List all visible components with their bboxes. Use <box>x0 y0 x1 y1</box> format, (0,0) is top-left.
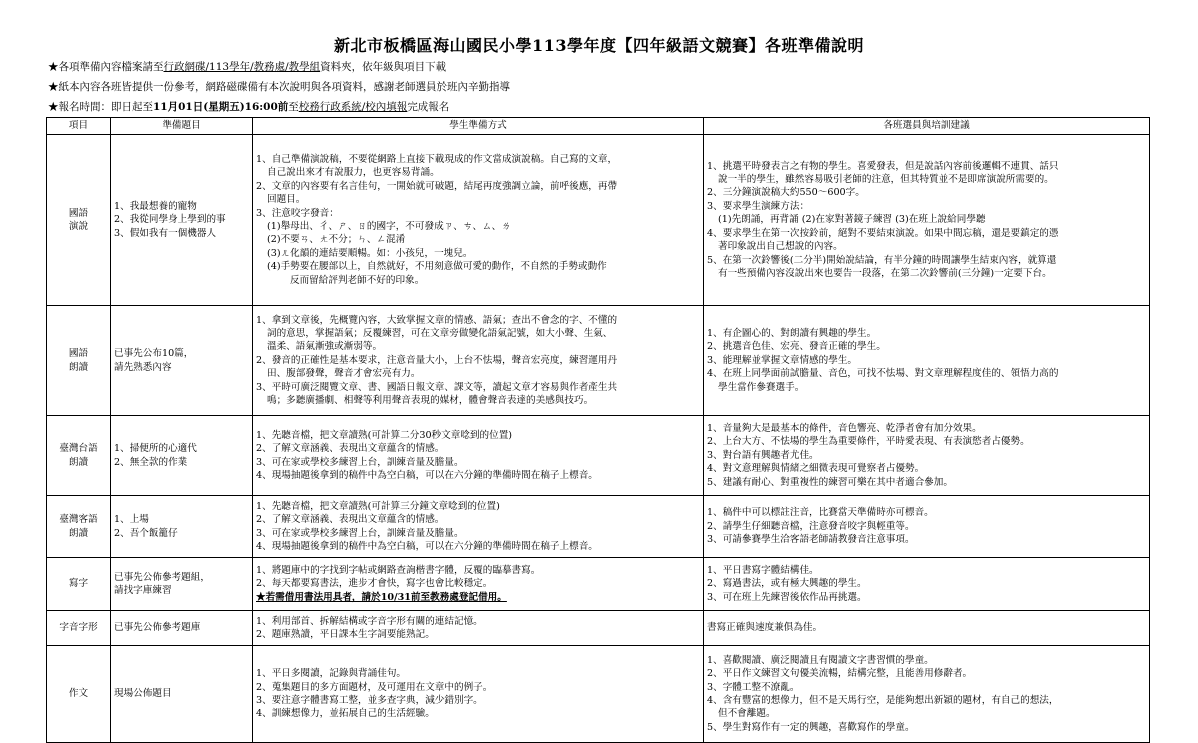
table-row <box>47 306 1150 416</box>
method-line: 3、平時可廣泛閱覽文章、書、國語日報文章、課文等，讀起文章才容易與作者產生共 <box>256 381 618 393</box>
advice-line: 1、音量夠大是最基本的條件，音色響亮、乾淨者會有加分效果。 <box>707 422 982 434</box>
advice-line: 1、挑選平時發表言之有物的學生。喜愛發表，但是說話內容前後邏輯不連貫、話只 <box>707 160 1059 172</box>
header-method: 學生準備方式 <box>253 118 704 135</box>
note-text: ★各項準備內容檔案請至 <box>48 61 164 73</box>
method-line: 4、訓練想像力，並拓展自己的生活經驗。 <box>256 708 435 720</box>
row-item <box>47 646 111 743</box>
header-topics: 準備題目 <box>111 118 253 135</box>
advice-line: 2、平日作文練習文句優美流暢，結構完整，且能善用修辭者。 <box>707 668 973 680</box>
method-line: 1、利用部首、拆解結構或字音字形有關的連結記憶。 <box>256 615 483 627</box>
advice-line: 4、在班上同學面前試膽量、音色，可找不怯場、對文章理解程度佳的、領悟力高的 <box>707 368 1059 380</box>
method-line: 1、先聽音檔，把文章讀熟(可計算三分鐘文章唸到的位置) <box>256 500 500 512</box>
advice-line: 3、可請參賽學生洽客語老師請教發音注意事項。 <box>707 534 915 546</box>
topic-line: 已事先公佈參考題組， <box>114 571 210 583</box>
advice-line: 書寫正確與速度兼俱為佳。 <box>707 622 823 634</box>
note-text: ★報名時間：即日起至 <box>48 101 153 113</box>
topic-line: 1、上場 <box>114 514 149 526</box>
item-line: 朗讀 <box>68 456 89 468</box>
method-line: (2)不要ㄢ、ㄤ不分；ㄣ、ㄥ混淆 <box>267 234 406 246</box>
topic-line: 已事先公布10篇， <box>114 348 194 360</box>
preparation-table <box>46 117 1150 743</box>
advice-line: 1、喜歡閱讀、廣泛閱讀且有閱讀文字書習慣的學童。 <box>707 654 934 666</box>
table-row <box>47 496 1150 558</box>
note-paper-copy: ★紙本內容各班皆提供一份參考，網路磁碟備有本次說明與各項資料，感謝老師選員於班內辛勤指導 <box>48 81 510 93</box>
advice-line: 3、可在班上先練習後依作品再挑選。 <box>707 591 867 603</box>
item-line: 朗讀 <box>68 527 89 539</box>
advice-line: 但不會離題。 <box>718 708 776 720</box>
method-line: (1)舉母出、彳、ㄕ、ㄖ的國字，不可發成ㄗ、ㄘ、ㄙ、ㄌ <box>267 221 511 232</box>
brush-borrow-note: ★若需借用書法用具者，請於10/31前至教務處登記借用。 <box>256 591 507 603</box>
item-line: 寫字 <box>68 578 89 590</box>
table-row <box>47 646 1150 743</box>
method-line: 1、先聽音檔，把文章讀熟(可計算二分30秒文章唸到的位置) <box>256 429 513 441</box>
row-topics <box>111 135 253 306</box>
advice-line: 3、能理解並掌握文章情感的學生。 <box>707 354 858 366</box>
registration-deadline: 11月01日(星期五)16:00前 <box>153 101 289 113</box>
row-item <box>47 306 111 416</box>
row-item <box>47 558 111 611</box>
advice-line: 2、上台大方、不怯場的學生為重要條件，平時愛表現、有表演慾者占優勢。 <box>707 436 1030 448</box>
advice-line: 2、請學生仔細聽音檔，注意發音咬字與輕重等。 <box>707 520 915 532</box>
topic-line: 請找字庫練習 <box>114 585 172 596</box>
advice-line: 2、三分鐘演說稿大約550～600字。 <box>707 187 865 199</box>
advice-line: 4、對文意理解與情緒之細微表現可覺察者占優勢。 <box>707 463 925 475</box>
table-row <box>47 611 1150 646</box>
item-line: 臺灣台語 <box>59 443 98 455</box>
row-method <box>253 558 704 611</box>
topic-line: 現場公佈題目 <box>114 688 172 700</box>
row-method <box>253 306 704 416</box>
row-item <box>47 416 111 496</box>
note-text: 完成報名 <box>407 101 450 113</box>
method-line: 3、可在家或學校多練習上台，訓練音量及膽量。 <box>256 527 464 539</box>
item-line: 朗讀 <box>68 361 89 373</box>
row-advice <box>704 306 1150 416</box>
item-line: 國語 <box>68 207 89 219</box>
method-line: 1、將題庫中的字找到字帖或網路查詢楷書字體，反覆的臨摹書寫。 <box>256 564 541 576</box>
item-line: 臺灣客語 <box>59 514 98 526</box>
item-line: 作文 <box>68 688 89 700</box>
method-line: 2、題庫熟讀，平日課本生字詞要能熟記。 <box>256 629 435 640</box>
row-item <box>47 611 111 646</box>
row-item <box>47 135 111 306</box>
row-advice <box>704 416 1150 496</box>
method-line: 2、發音的正確性是基本要求，注意音量大小，上台不怯場，聲音宏亮度，練習運用丹 <box>256 354 618 366</box>
method-line: 2、了解文章涵義、表現出文章蘊含的情感。 <box>256 514 445 526</box>
method-line: 詞的意思，掌握語氣；反覆練習，可在文章旁做變化語氣記號，如大小聲、生氣、 <box>267 327 613 339</box>
method-line: 4、現場抽題後拿到的稿件中為空白稿，可以在六分鐘的準備時間在稿子上標音。 <box>256 469 598 481</box>
topic-line: 請先熟悉內容 <box>114 361 172 373</box>
row-advice <box>704 558 1150 611</box>
advice-line: 5、在第一次鈴響後(二分半)開始說結論，有半分鐘的時間讓學生結束內容，就算還 <box>707 254 1057 266</box>
advice-line: 有一些預備內容沒說出來也要告一段落，在第二次鈴響前(三分鐘)一定要下台。 <box>718 267 1052 279</box>
method-line: 3、可在家或學校多練習上台，訓練音量及膽量。 <box>256 456 464 468</box>
item-line: 演說 <box>68 221 89 232</box>
row-topics <box>111 611 253 646</box>
method-line: 自己說出來才有說服力，也更容易背誦。 <box>267 167 440 179</box>
advice-line: 1、稿件中可以標註注音，比賽當天準備時亦可標音。 <box>707 507 934 519</box>
topic-line: 2、吾个飯籠仔 <box>114 527 178 539</box>
row-method <box>253 646 704 743</box>
advice-line: 著印象說出自己想說的內容。 <box>718 241 843 253</box>
row-topics <box>111 306 253 416</box>
advice-line: 3、要求學生演練方法： <box>707 200 810 212</box>
table-row <box>47 135 1150 306</box>
topic-line: 已事先公佈參考題庫 <box>114 622 201 634</box>
row-topics <box>111 646 253 743</box>
note-registration <box>48 101 449 114</box>
note-text: 資料夾，依年級與項目下載 <box>320 61 447 73</box>
row-topics <box>111 558 253 611</box>
advice-line: (1)先朗誦，再背誦 (2)在家對著鏡子練習 (3)在班上說給同學聽 <box>718 214 986 226</box>
advice-line: 5、建議有耐心、對重複性的練習可樂在其中者適合參加。 <box>707 476 953 488</box>
method-line: 1、平日多閱讀，記錄與背誦佳句。 <box>256 668 407 680</box>
row-method <box>253 611 704 646</box>
method-line: 2、每天都要寫書法，進步才會快，寫字也會比較穩定。 <box>256 578 493 590</box>
note-text: 至 <box>288 101 299 113</box>
row-advice <box>704 496 1150 558</box>
row-method <box>253 496 704 558</box>
topic-line: 3、假如我有一個機器人 <box>114 227 217 239</box>
method-line: 溫柔、語氣漸強或漸弱等。 <box>267 341 383 353</box>
advice-line: 5、學生對寫作有一定的興趣，喜歡寫作的學童。 <box>707 721 915 733</box>
row-method <box>253 135 704 306</box>
method-line: 4、現場抽題後拿到的稿件中為空白稿，可以在六分鐘的準備時間在稿子上標音。 <box>256 540 598 552</box>
header-item: 項目 <box>47 118 111 135</box>
advice-line: 1、有企圖心的、對朗讀有興趣的學生。 <box>707 327 877 339</box>
method-line: 1、自己準備演說稿，不要從網路上直接下載現成的作文當成演說稿。自己寫的文章， <box>256 153 618 165</box>
item-line: 字音字形 <box>59 622 98 634</box>
method-line: 2、了解文章涵義、表現出文章蘊含的情感。 <box>256 443 445 455</box>
row-advice <box>704 646 1150 743</box>
method-line: 鳴；多聽廣播劇、相聲等利用聲音表現的媒材，體會聲音表達的美感與技巧。 <box>267 395 594 407</box>
topic-line: 2、我從同學身上學到的事 <box>114 214 226 226</box>
method-line: 3、注意咬字發音： <box>256 207 339 219</box>
topic-line: 1、我最想養的寵物 <box>114 200 197 212</box>
topic-line: 1、掃便所的心適代 <box>114 443 197 455</box>
method-line: 3、要注意字體書寫工整，並多查字典，減少錯別字。 <box>256 695 483 706</box>
advice-line: 說一半的學生，雖然容易吸引老師的注意，但其特質並不是即席演說所需要的。 <box>718 174 1054 186</box>
document-title: 新北市板橋區海山國民小學113學年度【四年級語文競賽】各班準備說明 <box>334 36 864 55</box>
advice-line: 4、要求學生在第一次按鈴前，絕對不要結束演說。如果中間忘稿，還是要鎮定的憑 <box>707 227 1059 239</box>
note-download <box>48 61 446 74</box>
registration-system-link: 校務行政系統/校內填報 <box>298 101 408 113</box>
advice-line: 學生當作參賽選手。 <box>718 381 805 393</box>
advice-line: 4、含有豐富的想像力，但不是天馬行空，是能夠想出新穎的題材，有自己的想法， <box>707 695 1059 706</box>
advice-line: 2、挑選音色佳、宏亮、發音正確的學生。 <box>707 341 886 353</box>
method-line: 2、文章的內容要有名言佳句，一開始就可破題，結尾再度強調立論，前呼後應，再帶 <box>256 180 618 192</box>
method-line: 田、腹部發聲，聲音才會宏亮有力。 <box>267 368 421 380</box>
network-path-link: 行政網碟/113學年/教務處/教學組 <box>163 61 321 73</box>
row-topics <box>111 416 253 496</box>
advice-line: 2、寫過書法，或有極大興趣的學生。 <box>707 578 867 590</box>
table-header-row <box>47 118 1150 135</box>
table-row <box>47 558 1150 611</box>
header-advice: 各班選員與培訓建議 <box>704 118 1150 135</box>
row-topics <box>111 496 253 558</box>
advice-line: 1、平日書寫字體結構佳。 <box>707 564 819 576</box>
method-line: (3)ㄦ化韻的連結要順暢。如：小孩兒，一塊兒。 <box>267 247 473 259</box>
row-advice <box>704 611 1150 646</box>
advice-line: 3、對台語有興趣者尤佳。 <box>707 449 819 461</box>
method-line: 2、蒐集題目的多方面題材，及可運用在文章中的例子。 <box>256 681 493 693</box>
row-item <box>47 496 111 558</box>
item-line: 國語 <box>68 348 89 360</box>
method-line: 回題目。 <box>267 194 306 206</box>
row-method <box>253 416 704 496</box>
method-line: (4)手勢要在腰部以上，自然就好，不用刻意做可愛的動作，不自然的手勢或動作 <box>267 261 607 273</box>
table-row <box>47 416 1150 496</box>
row-advice <box>704 135 1150 306</box>
method-line: 反而留給評判老師不好的印象。 <box>290 274 425 286</box>
advice-line: 3、字體工整不潦亂。 <box>707 681 800 693</box>
method-line: 1、拿到文章後，先概覽內容，大致掌握文章的情感、語氣；查出不會念的字、不懂的 <box>256 314 618 326</box>
topic-line: 2、無全款的作業 <box>114 456 188 468</box>
